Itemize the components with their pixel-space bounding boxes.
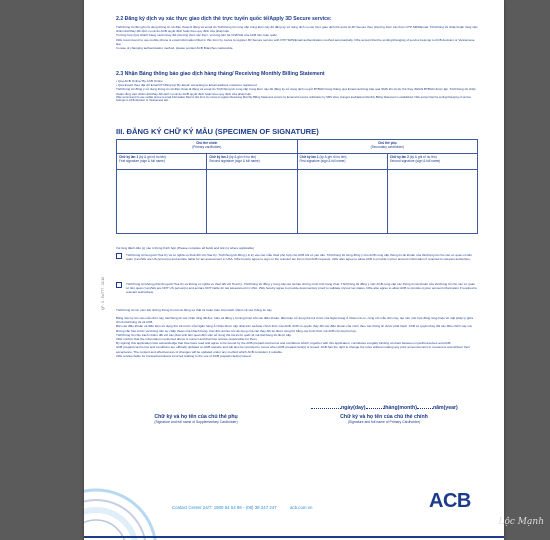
year-field[interactable] bbox=[417, 408, 433, 409]
fatca-option-non-us bbox=[116, 282, 478, 308]
section-2-3-bullet-1: • Qua ACB Online/ By ACB Online bbox=[116, 79, 163, 83]
primary-title: Chủ thẻ chính bbox=[196, 141, 218, 145]
primary-sig2-box[interactable] bbox=[207, 170, 297, 234]
commitment-vi-1: Bằng việc ký tên vào mẫu đơn này, tôi/chúng tôi xác nhận rằng đã đọc, hiểu và đồng ý bị ràng buộc bởi các điều khoản, điều kiện sử dụng thẻ trả trước của Ngân hàng Á Châu mà cụ, cùng với mẫu đơn này, tạo nên một hợp đồng ràng buộc về mặt pháp lý giữa chính tôi/chúng tôi và ACB. bbox=[116, 316, 473, 325]
sig1-rest: (ký & ghi rõ họ tên) bbox=[138, 155, 166, 159]
supp-signature-subtitle: (Signature and full name of Supplementary Cardholder) bbox=[154, 420, 238, 424]
primary-signature-block bbox=[304, 414, 464, 424]
section-3-heading: III. ĐĂNG KÝ CHỮ KÝ MẪU (SPECIMEN OF SIGNATURE) bbox=[116, 127, 319, 136]
secondary-sig2-box[interactable] bbox=[387, 170, 477, 234]
section-2-2-vi: Tôi/Chúng tôi đề nghị sử dụng thông tin số điện thoại di động và email do Tôi/Chúng tôi cung cấp trong Đơn này để đăng ký sử dụng dịch vụ xác thực giao dịch thẻ quốc tế 3D Secure theo phương thức xác thực OTP SMS/Email. Tôi/Chúng tôi chấp thuận rằng việc chấm dứt/thay đổi dịch vụ sẽ do ACB quyết định hoặc theo quy định của pháp luật. bbox=[116, 25, 478, 34]
section-2-2-en-2: In case of changing authentication method, please contact ACB Branches nationwide. bbox=[116, 46, 234, 51]
section-2-3-vi: Tôi/Chúng tôi đồng ý sử dụng thông tin số điện thoại di động và email do Tôi/Chúng tôi cung cấp trong Đơn này để đăng ký sử dụng dịch vụ gửi BTBGD hàng tháng qua Email và thông báo qua SMS khi số dư thẻ thay đổi/khi BTBGD được lập. Tôi/Chúng tôi chấp thuận rằng việc chấm dứt/thay đổi dịch vụ sẽ do ACB quyết định hoặc theo quy định của pháp luật. bbox=[116, 87, 476, 96]
fatca-closing: Tôi/Chúng tôi xin cam kết những thông tin trên là đúng sự thật và hoàn toàn chịu trách nhiệm về các thông tin này. bbox=[116, 308, 273, 312]
commitment-en-2: By signing this application I/we acknowledge that I/we have read and agree to be bound by the ACB prepaid card terms and conditions which, together with this application, constitutes a legally binding contract between myself/ourselves and ACB. bbox=[116, 341, 452, 346]
primary-sig2-label bbox=[207, 154, 297, 170]
swirl-graphic bbox=[84, 490, 156, 540]
form-page bbox=[84, 0, 504, 540]
signature-table bbox=[116, 139, 478, 234]
commitment-en-3: ACB prepaid card terms and conditions are officially updated on ACB website and will also be provided to me/us when ACB prepaid card(s) is issued. ACB has the right to change the rules without making any prior announcement to customers and without their acceptance. The content and effectiveness of changes will be updated under any method which ACB considers it suitable. bbox=[116, 345, 470, 354]
primary-sig1-label bbox=[117, 154, 207, 170]
commitment-en-1: I/We confirm that the information mentioned above is correct and that I/we am/are responsible for them. bbox=[116, 337, 258, 342]
commitment-vi-2: Bản các điều khoản và điều kiện sử dụng thẻ trả trước của Ngân hàng Á Châu được cập nhật trên website chính thức của ACB. ACB có quyền thay đổi các điều khoản của mình theo các thông tin được phát hành. ACB có quyền thay đổi các điều chỉnh này mà không cần báo trước và không cần sự chấp thuận của khách hàng. Các đổi và hiệu lực áp dụng của các thay đổi sẽ được công bố bằng các hình thức mà ACB cho là phù hợp. bbox=[116, 324, 472, 333]
section-2-3-heading: 2.3 Nhận Bảng thông báo giao dịch hàng tháng/ Receiving Monthly Billing Statement bbox=[116, 71, 325, 77]
primary-subtitle: (Primary cardholder) bbox=[192, 145, 222, 149]
year-label: năm(year) bbox=[432, 405, 458, 411]
contact-center: Contact Center 24/7: 1900 54 54 86 - (08) 38 247 247 bbox=[172, 505, 277, 510]
supp-signature-title: Chữ ký và họ tên của chủ thẻ phụ bbox=[154, 414, 238, 420]
sig1-bold: Chữ ký lần 1 bbox=[119, 155, 139, 159]
sig2-rest: (ký & ghi rõ họ tên) bbox=[408, 155, 437, 159]
fatca-non-us-checkbox[interactable] bbox=[116, 282, 122, 288]
secondary-sig2-label bbox=[387, 154, 477, 170]
acb-logo: ACB bbox=[429, 490, 471, 512]
footer-contact bbox=[172, 505, 312, 510]
fatca-intro: Vui lòng đánh dấu (x) vào ô thông thích hợp (Please complete all fields and tick (v) where applicable) bbox=[116, 246, 255, 250]
supplementary-signature-block bbox=[116, 414, 276, 424]
section-2-3-en: I/We recommend to use mobile phone & email information filled in this form by me/us to register Receiving Monthly Billing Statement service by Email and receive notification by SMS when changes are/balance Monthly Billing Statement is established. I/We accept that the ending/changing of service belongs to ACB decision or Vietnamese law. bbox=[116, 95, 471, 103]
primary-signature-subtitle: (Signature and full name of Primary Cardholder) bbox=[347, 420, 421, 424]
date-line bbox=[311, 405, 458, 411]
sig2-en: Second signature (sign & full name) bbox=[389, 159, 441, 163]
sig2-bold: Chữ ký lần 2 bbox=[209, 155, 229, 159]
section-2-2-vi-2: Trường hợp Quý khách hàng muốn thay đổi phương thức xác thực, vui lòng liên hệ CN/PGD của ACB trên toàn quốc. bbox=[116, 33, 278, 38]
form-code bbox=[101, 250, 111, 370]
fatca-us-checkbox[interactable] bbox=[116, 253, 122, 259]
sig2-rest: (ký & ghi rõ họ tên) bbox=[228, 155, 257, 159]
section-2-3-bullet-2: • Qua Email: theo địa chỉ Email KH đăng ký/ By Email: according to Email address customer registered bbox=[116, 83, 257, 88]
section-2-3-text bbox=[116, 79, 478, 103]
primary-cardholder-header bbox=[117, 140, 298, 154]
sig1-en: First signature (sign & full name) bbox=[299, 159, 346, 163]
section-2-2-heading: 2.2 Đăng ký dịch vụ xác thực giao dịch thẻ trực tuyến quốc tế/Apply 3D Secure service: bbox=[116, 16, 332, 22]
fatca-non-us-text: Tôi/Chúng tôi không phải là người Hoa Kỳ và không có nghĩa vụ thuế đối với Hoa Kỳ. Tôi/Chúng tôi đồng ý cung cấp các tài liệu chứng minh tình trạng thuế. Tôi/Chúng tôi đồng ý việc ACB cung cấp các thông tin tài khoản của tôi/chúng tôi cho các cơ quan có liên quan (I am/We are NOT US person(s) and am/are NOT liable for tax assessment in USA. I/We hereby agree to provide documentary proof to validate my/our tax status. I/We also agree to allow ACB to provide my/our account information if required to relevant authorities). bbox=[126, 282, 478, 295]
month-field[interactable] bbox=[366, 408, 384, 409]
secondary-sig1-label bbox=[297, 154, 387, 170]
secondary-subtitle: (Secondary cardholder) bbox=[370, 145, 404, 149]
website-link[interactable]: acb.com.vn bbox=[289, 505, 313, 510]
primary-signature-title: Chữ ký và họ tên của chủ thẻ chính bbox=[340, 414, 428, 420]
sig1-rest: (ký & ghi rõ họ tên) bbox=[318, 155, 347, 159]
form-code-text: QF - 0 - Ex/TTT - 02.16 bbox=[101, 276, 105, 310]
sig1-en: First signature (sign & full name) bbox=[119, 159, 165, 163]
sig1-bold: Chữ ký lần 1 bbox=[299, 155, 319, 159]
commitment-en-4: I/We am/are liable for transactions/loans incurred relating to the use of ACB prepaid card(s) issued. bbox=[116, 353, 252, 358]
watermark: Lộc Mạnh bbox=[498, 517, 544, 527]
day-field[interactable] bbox=[311, 408, 341, 409]
secondary-title: Chủ thẻ phụ bbox=[377, 141, 397, 145]
day-label: ngày(day) bbox=[341, 405, 366, 411]
section-2-2-en: I/We recommend to use mobile phone & email information filled in this form by me/us to register 3D Secure service with OTP SMS/Email authentication method automatically. I/We accept that the ending/changing of service belongs to ACB decision or Vietnamese law. bbox=[116, 37, 475, 46]
section-2-2-text bbox=[116, 25, 478, 50]
month-label: tháng(month) bbox=[383, 405, 417, 411]
fatca-option-us bbox=[116, 253, 478, 283]
primary-sig1-box[interactable] bbox=[117, 170, 207, 234]
secondary-cardholder-header bbox=[297, 140, 478, 154]
fatca-us-text: Tôi/Chúng tôi là người Hoa Kỳ và có nghĩa vụ thuế đối với Hoa Kỳ. Tôi/Chúng tôi đồng ý & ký vào các mẫu thuế phù hợp cho ACB khi có yêu cầu. Tôi/Chúng tôi cũng đồng ý cho ACB cung cấp thông tin tài khoản của tôi/chúng tôi cho các cơ quan có liên quan (I am/We are US person(s) and am/are liable for tax assessment in USA. I/We hereby agree to sign on the relevant tax forms that ACB requests. I/We also agree to allow ACB to provide my/our account information if required to relevant authorities. bbox=[126, 253, 473, 262]
sig2-bold: Chữ ký lần 2 bbox=[389, 155, 409, 159]
commitment-vi-3: Tôi/Chúng tôi chịu trách nhiệm đối với các phát sinh liên quan đến việc sử dụng thẻ trả trước quốc tế mà tôi/chúng tôi được cấp. bbox=[116, 332, 292, 337]
commitments bbox=[116, 316, 478, 358]
secondary-sig1-box[interactable] bbox=[297, 170, 387, 234]
sig2-en: Second signature (sign & full name) bbox=[209, 159, 260, 163]
